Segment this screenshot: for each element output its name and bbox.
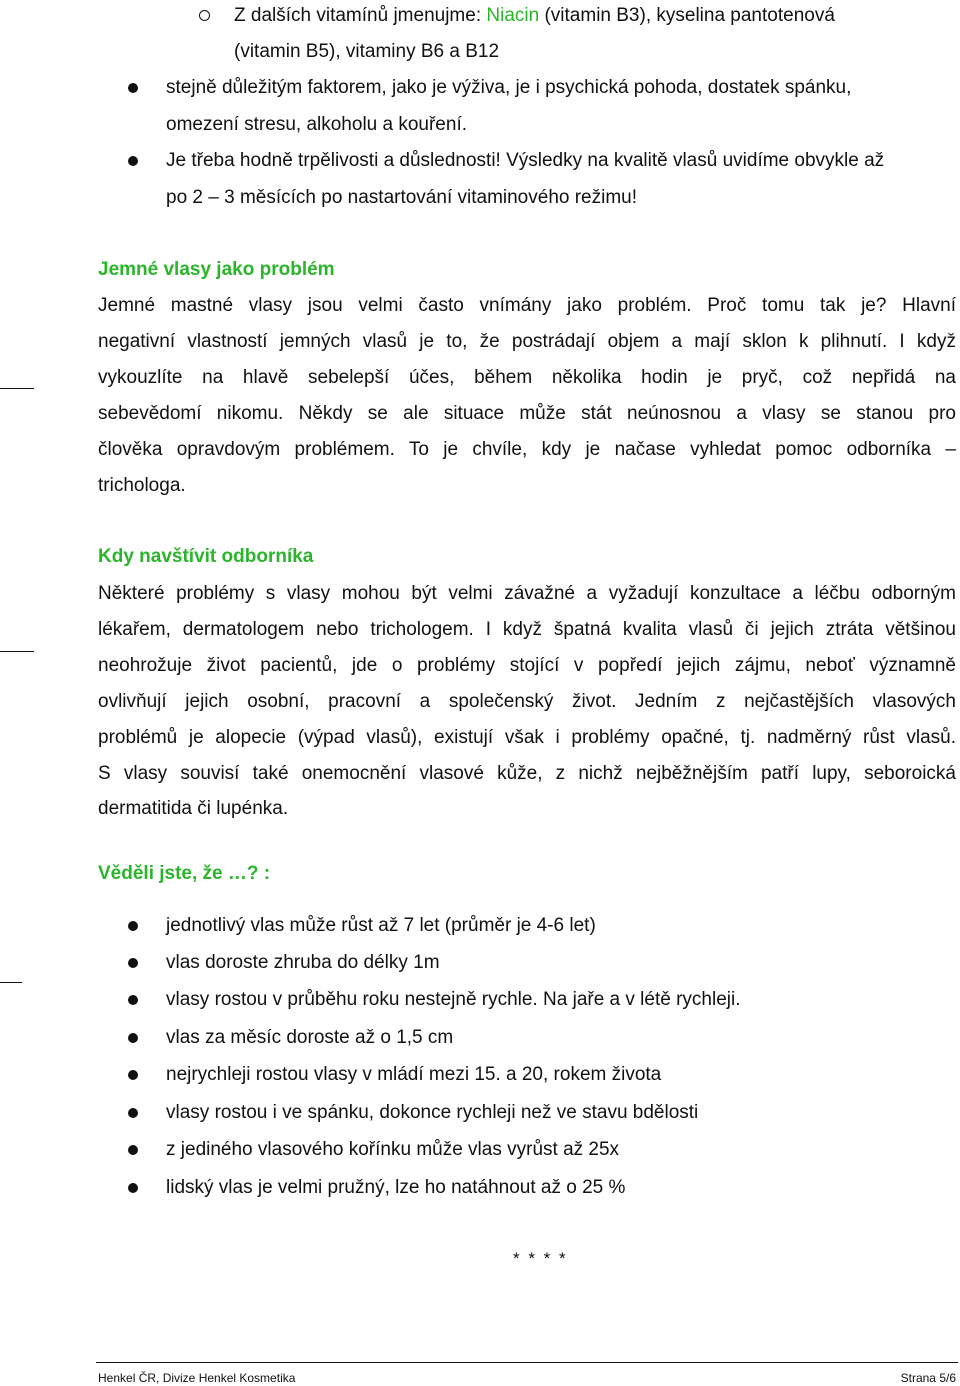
paragraph-line: vykouzlíte na hlavě sebelepší účes, během několika hodin je pryč, což nepřidá na — [98, 367, 956, 388]
bullet-marker — [128, 156, 138, 166]
bullet-marker — [128, 995, 138, 1005]
fact-item: z jediného vlasového kořínku může vlas vyrůst až 25x — [166, 1139, 620, 1160]
bullet-marker — [128, 1070, 138, 1080]
separator-stars: * * * * — [513, 1249, 568, 1268]
footer-rule — [96, 1362, 958, 1363]
sub-bullet-marker — [199, 10, 210, 21]
bullet-item-line: omezení stresu, alkoholu a kouření. — [166, 114, 468, 135]
paragraph-line: Některé problémy s vlasy mohou být velmi závažné a vyžadují konzultace a léčbu odborným — [98, 583, 956, 604]
paragraph-line: trichologa. — [98, 475, 186, 496]
fact-item: vlas doroste zhruba do délky 1m — [166, 952, 440, 973]
margin-mark — [0, 388, 34, 389]
bullet-marker — [128, 1183, 138, 1193]
paragraph-line: S vlasy souvisí také onemocnění vlasové kůže, z nichž nejběžnějším patří lupy, seboroická — [98, 763, 956, 784]
paragraph-line: problémů je alopecie (výpad vlasů), existují však i problémy opačné, tj. nadměrný růst vlasů. — [98, 727, 956, 748]
fact-item: vlasy rostou v průběhu roku nestejně rychle. Na jaře a v létě rychleji. — [166, 989, 741, 1010]
fact-item: nejrychleji rostou vlasy v mládí mezi 15. a 20, rokem života — [166, 1064, 662, 1085]
bullet-marker — [128, 921, 138, 931]
bullet-marker — [128, 1033, 138, 1043]
bullet-item-line: po 2 – 3 měsících po nastartování vitaminového režimu! — [166, 187, 638, 208]
fact-item: lidský vlas je velmi pružný, lze ho natáhnout až o 25 % — [166, 1177, 626, 1198]
niacin-highlight: Niacin — [486, 5, 540, 26]
paragraph-line: lékařem, dermatologem nebo trichologem. I když špatná kvalita vlasů či jejich ztráta většinou — [98, 619, 956, 640]
bullet-marker — [128, 958, 138, 968]
bullet-item-line: Je třeba hodně trpělivosti a důslednosti! Výsledky na kvalitě vlasů uvidíme obvykle až — [166, 150, 885, 171]
paragraph-line: neohrožuje život pacientů, jde o problémy stojící v popředí jejich zájmu, neboť významně — [98, 655, 956, 676]
paragraph-line: negativní vlastností jemných vlasů je to, že postrádají objem a mají sklon k plihnutí. I když — [98, 331, 956, 352]
bullet-item-line: stejně důležitým faktorem, jako je výživa, je i psychická pohoda, dostatek spánku, — [166, 77, 852, 98]
sub-item-line-2: (vitamin B5), vitaminy B6 a B12 — [234, 41, 500, 62]
bullet-marker — [128, 1145, 138, 1155]
sub-item-line-1: Z dalších vitamínů jmenujme: Niacin (vitamin B3), kyselina pantotenová — [234, 5, 835, 26]
section-heading-did-you-know: Věděli jste, že …? : — [98, 863, 271, 884]
margin-mark — [0, 651, 34, 652]
margin-mark — [0, 982, 22, 983]
footer-left: Henkel ČR, Divize Henkel Kosmetika — [98, 1371, 296, 1385]
footer-page-number: Strana 5/6 — [900, 1371, 956, 1385]
fact-item: vlasy rostou i ve spánku, dokonce rychleji než ve stavu bdělosti — [166, 1102, 699, 1123]
section-heading-when-to-visit: Kdy navštívit odborníka — [98, 546, 314, 567]
section-heading-fine-hair: Jemné vlasy jako problém — [98, 259, 335, 280]
paragraph-line: sebevědomí nikomu. Někdy se ale situace může stát neúnosnou a vlasy se stanou pro — [98, 403, 956, 424]
fact-item: jednotlivý vlas může růst až 7 let (průměr je 4-6 let) — [166, 915, 596, 936]
bullet-marker — [128, 1108, 138, 1118]
paragraph-line: Jemné mastné vlasy jsou velmi často vnímány jako problém. Proč tomu tak je? Hlavní — [98, 295, 956, 316]
paragraph-line: dermatitida či lupénka. — [98, 798, 289, 819]
paragraph-line: člověka opravdovým problémem. To je chvíle, kdy je načase vyhledat pomoc odborníka – — [98, 439, 956, 460]
fact-item: vlas za měsíc doroste až o 1,5 cm — [166, 1027, 454, 1048]
bullet-marker — [128, 83, 138, 93]
paragraph-line: ovlivňují jejich osobní, pracovní a společenský život. Jedním z nejčastějších vlasových — [98, 691, 956, 712]
